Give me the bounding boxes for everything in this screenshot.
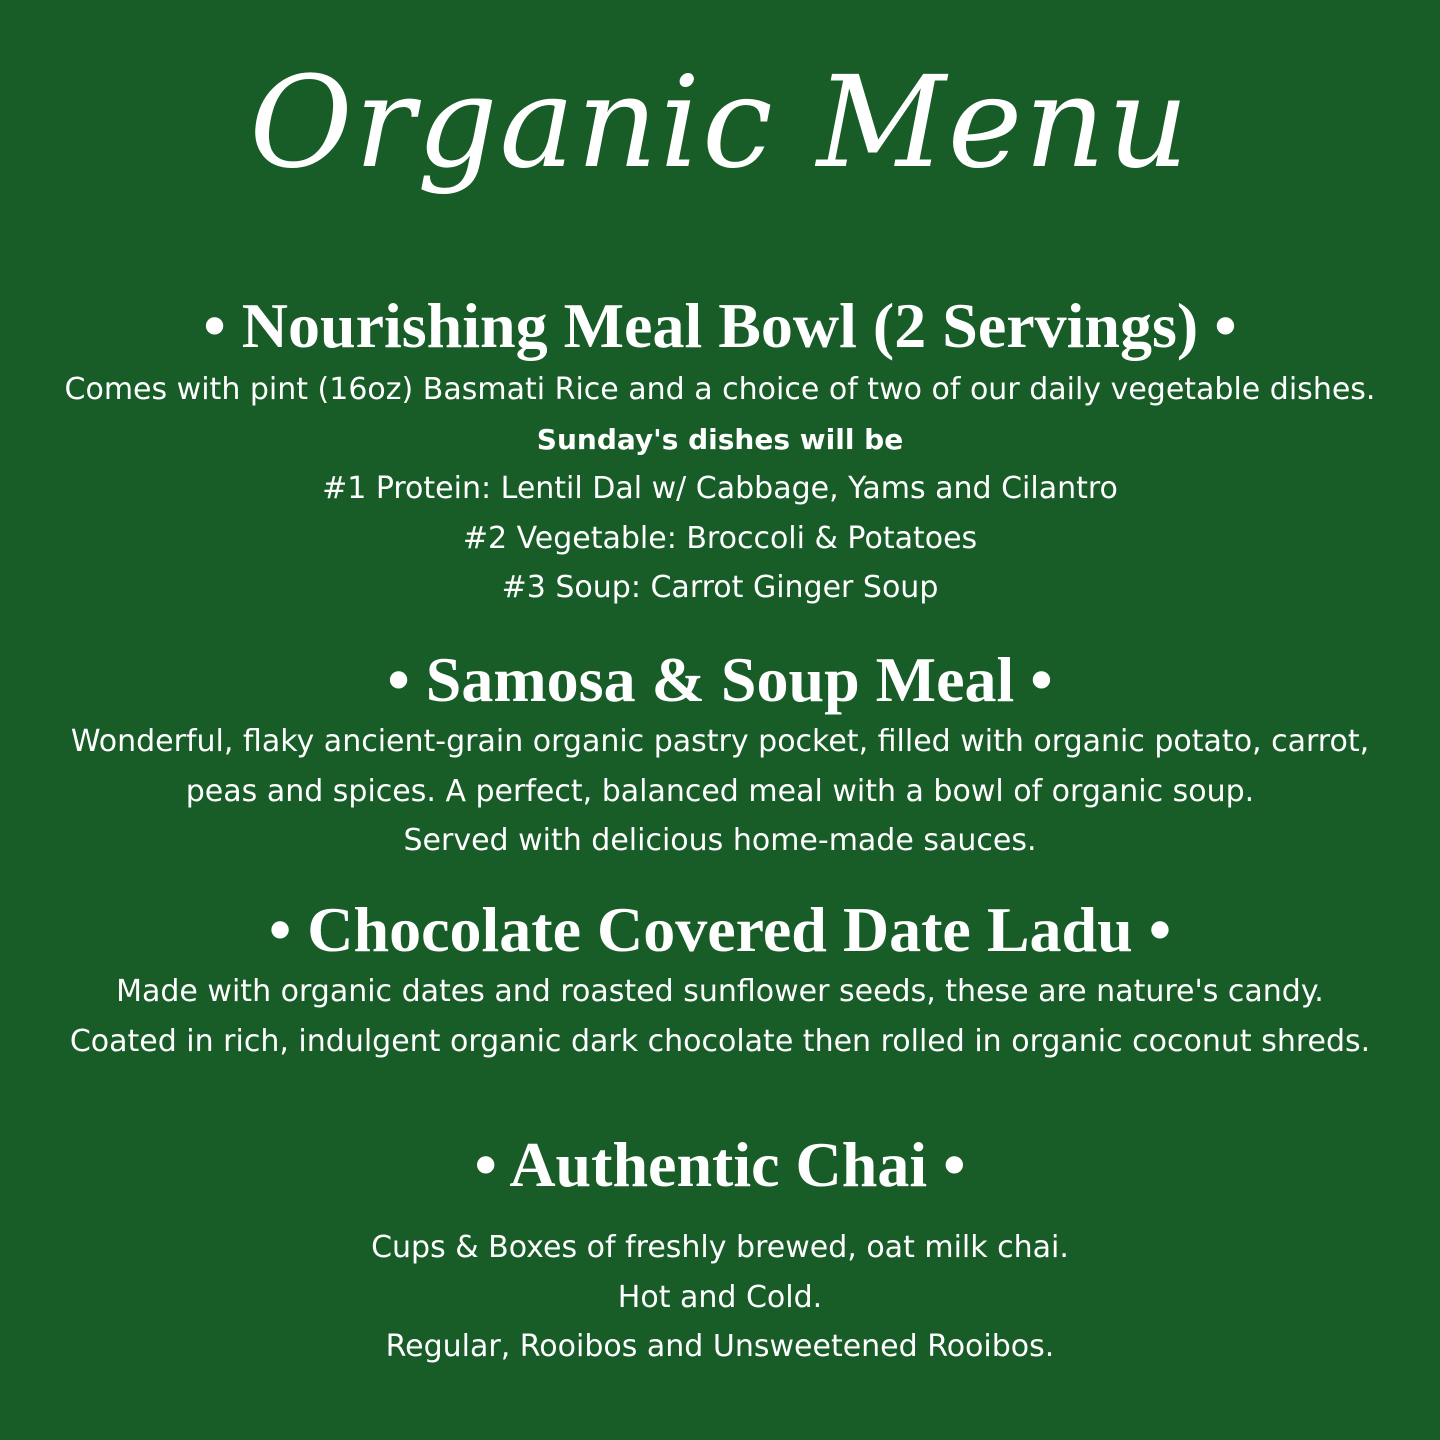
section-description-meal-bowl [0,365,1440,613]
description-line: Comes with pint (16oz) Basmati Rice and a choice of two of our daily vegetable dishes. [64,372,1376,407]
section-description-samosa [0,717,1440,866]
section-description-chai [0,1223,1440,1372]
description-line-sunday-dishes: Sunday's dishes will be [536,422,904,456]
description-line: Served with delicious home-made sauces. [403,823,1037,858]
section-heading-date-ladu: • Chocolate Covered Date Ladu • [268,894,1172,965]
section-heading-samosa: • Samosa & Soup Meal • [387,644,1053,715]
section-description-date-ladu [0,967,1440,1066]
description-line: Wonderful, flaky ancient-grain organic pastry pocket, filled with organic potato, carrot, [70,724,1370,759]
description-line: peas and spices. A perfect, balanced meal with a bowl of organic soup. [185,773,1255,809]
description-line: Coated in rich, indulgent organic dark chocolate then rolled in organic coconut shreds. [69,1023,1371,1059]
description-line: Made with organic dates and roasted sunflower seeds, these are nature's candy. [116,974,1324,1009]
description-line: #3 Soup: Carrot Ginger Soup [501,570,939,605]
description-line: Hot and Cold. [617,1279,823,1315]
description-line: #2 Vegetable: Broccoli & Potatoes [462,520,978,556]
section-heading-meal-bowl: • Nourishing Meal Bowl (2 Servings) • [203,290,1237,361]
menu-title: Organic Menu [249,49,1191,196]
description-line: Cups & Boxes of freshly brewed, oat milk chai. [371,1230,1069,1265]
description-line: Regular, Rooibos and Unsweetened Rooibos. [385,1329,1055,1364]
section-heading-chai: • Authentic Chai • [474,1129,966,1200]
description-line: #1 Protein: Lentil Dal w/ Cabbage, Yams and Cilantro [322,471,1118,506]
